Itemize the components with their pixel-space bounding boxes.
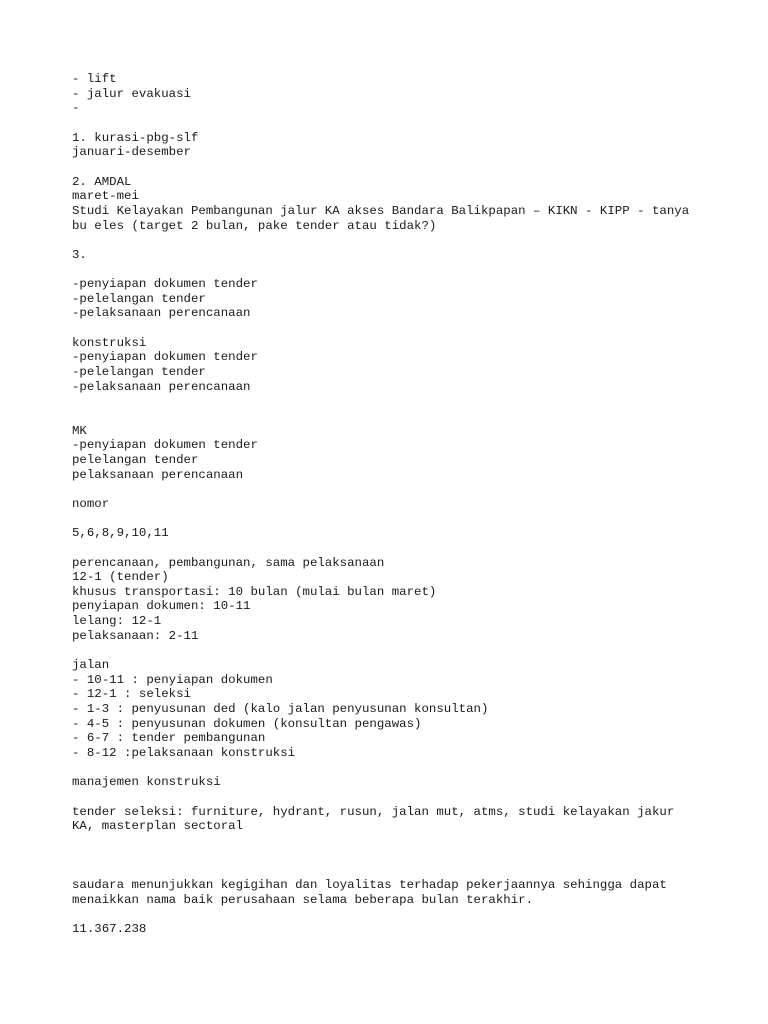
text-line: tender seleksi: furniture, hydrant, rusun, jalan mut, atms, studi kelayakan jakur xyxy=(72,804,675,819)
text-line: MK xyxy=(72,423,87,438)
text-line: -penyiapan dokumen tender xyxy=(72,277,258,292)
blank-line xyxy=(72,643,702,658)
text-line: 1. kurasi-pbg-slf xyxy=(72,130,199,145)
text-line: perencanaan, pembangunan, sama pelaksanaan xyxy=(72,555,385,570)
text-line: maret-mei xyxy=(72,189,139,204)
text-line: menaikkan nama baik perusahaan selama beberapa bulan terakhir. xyxy=(72,892,534,907)
text-line: - jalur evakuasi xyxy=(72,86,191,101)
text-line: bu eles (target 2 bulan, pake tender atau tidak?) xyxy=(72,218,437,233)
text-line: 2. AMDAL xyxy=(72,174,132,189)
blank-line xyxy=(72,160,702,175)
blank-line xyxy=(72,512,702,527)
text-line: Studi Kelayakan Pembangunan jalur KA akses Bandara Balikpapan – KIKN - KIPP - tanya xyxy=(72,203,690,218)
text-line: - 1-3 : penyusunan ded (kalo jalan penyusunan konsultan) xyxy=(72,702,489,717)
text-line: jalan xyxy=(72,658,110,673)
text-line: -pelaksanaan perencanaan xyxy=(72,306,251,321)
text-line: 11.367.238 xyxy=(72,921,147,936)
blank-line xyxy=(72,761,702,776)
text-line: manajemen konstruksi xyxy=(72,775,221,790)
text-line: -penyiapan dokumen tender xyxy=(72,438,258,453)
text-line: - lift xyxy=(72,72,117,86)
blank-line xyxy=(72,482,702,497)
text-line: 3. xyxy=(72,247,87,262)
blank-line xyxy=(72,394,702,409)
blank-line xyxy=(72,321,702,336)
text-line: 12-1 (tender) xyxy=(72,570,169,585)
text-line: lelang: 12-1 xyxy=(72,614,162,629)
blank-line xyxy=(72,541,702,556)
text-line: januari-desember xyxy=(72,145,191,160)
blank-line xyxy=(72,233,702,248)
blank-line xyxy=(72,116,702,131)
text-line: KA, masterplan sectoral xyxy=(72,819,244,834)
text-line: - 4-5 : penyusunan dokumen (konsultan pengawas) xyxy=(72,716,422,731)
blank-line xyxy=(72,849,702,864)
blank-line xyxy=(72,409,702,424)
text-line: penyiapan dokumen: 10-11 xyxy=(72,599,251,614)
blank-line xyxy=(72,907,702,922)
text-line: -pelelangan tender xyxy=(72,291,206,306)
text-line: khusus transportasi: 10 bulan (mulai bulan maret) xyxy=(72,584,437,599)
text-line: 5,6,8,9,10,11 xyxy=(72,526,169,541)
text-line: pelaksanaan: 2-11 xyxy=(72,628,199,643)
text-line: pelaksanaan perencanaan xyxy=(72,467,244,482)
text-line: - 12-1 : seleksi xyxy=(72,687,191,702)
text-line: - 10-11 : penyiapan dokumen xyxy=(72,672,273,687)
blank-line xyxy=(72,262,702,277)
text-line: saudara menunjukkan kegigihan dan loyalitas terhadap pekerjaannya sehingga dapat xyxy=(72,877,667,892)
text-line: -pelelangan tender xyxy=(72,365,206,380)
text-line: nomor xyxy=(72,496,110,511)
text-line: pelelangan tender xyxy=(72,452,199,467)
text-line: - xyxy=(72,101,80,116)
text-line: -pelaksanaan perencanaan xyxy=(72,379,251,394)
text-line: - 6-7 : tender pembangunan xyxy=(72,731,266,746)
blank-line xyxy=(72,790,702,805)
text-line: -penyiapan dokumen tender xyxy=(72,350,258,365)
document-body xyxy=(72,72,702,936)
blank-line xyxy=(72,863,702,878)
blank-line xyxy=(72,834,702,849)
text-line: konstruksi xyxy=(72,335,147,350)
text-line: - 8-12 :pelaksanaan konstruksi xyxy=(72,746,296,761)
